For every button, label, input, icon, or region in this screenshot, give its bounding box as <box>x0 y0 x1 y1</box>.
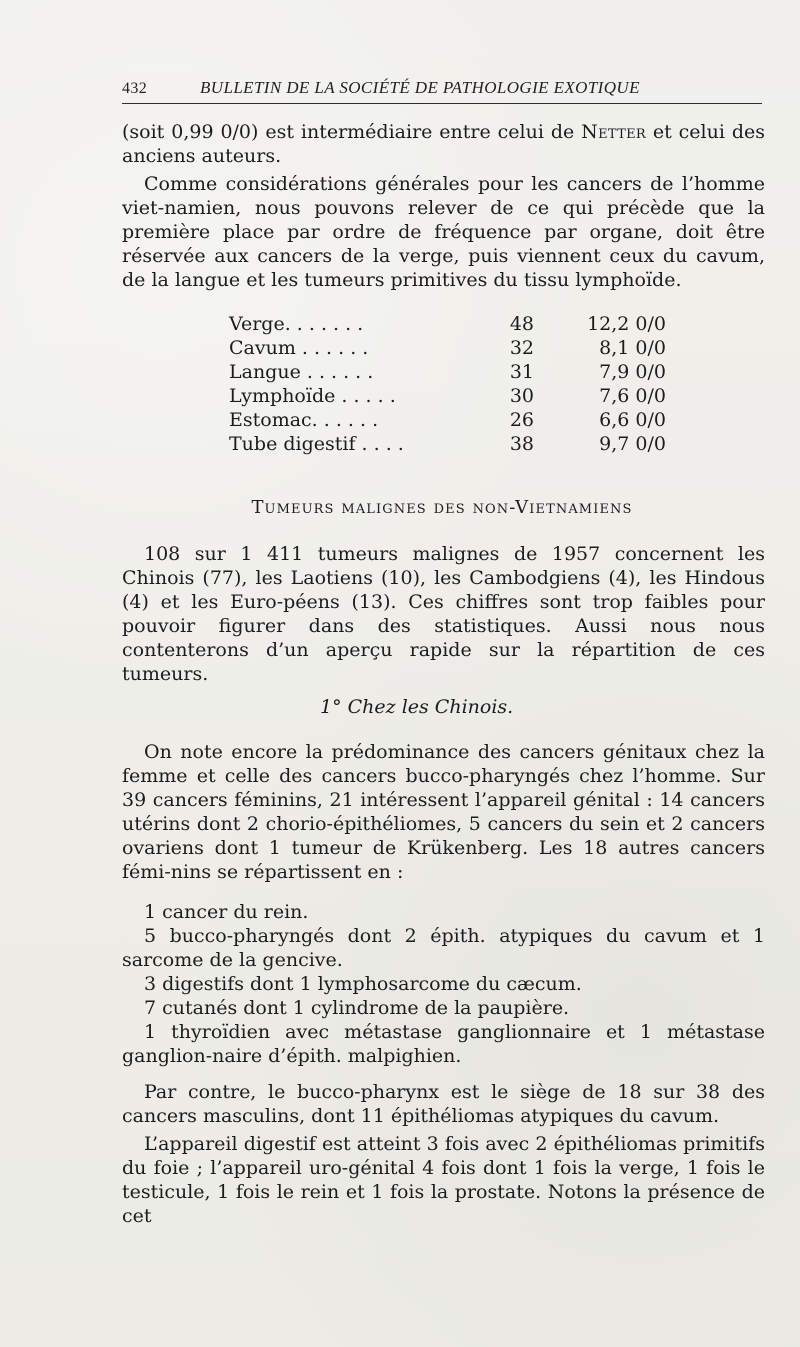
organ-label: Estomac. . . . . . <box>229 409 379 431</box>
list-item: 7 cutanés dont 1 cylindrome de la paupière. <box>144 997 570 1019</box>
female-cancer-list <box>122 900 765 1068</box>
organ-count: 48 <box>509 313 534 335</box>
list-item: 5 bucco-pharyngés dont 2 épith. atypiques du cavum et 1 sarcome de la gencive. <box>122 925 765 971</box>
running-header <box>122 76 762 102</box>
organ-count: 31 <box>509 361 534 383</box>
paragraph-male-bucco-pharynx: Par contre, le bucco-pharynx est le siège de 18 sur 38 des cancers masculins, dont 11 épithéliomas atypiques du cavum. <box>122 1081 765 1127</box>
organ-percent: 7,9 0/0 <box>599 361 666 383</box>
subheading-chinese: 1° Chez les Chinois. <box>320 696 514 718</box>
organ-label: Verge. . . . . . . <box>229 313 364 335</box>
organ-label: Lymphoïde . . . . . <box>229 385 396 407</box>
organ-percent: 8,1 0/0 <box>599 337 666 359</box>
table-row-verge <box>229 312 669 336</box>
organ-frequency-table <box>229 312 669 456</box>
organ-label: Cavum . . . . . . <box>229 337 369 359</box>
page-number: 432 <box>122 80 148 97</box>
table-row-tube-digestif <box>229 432 669 456</box>
paragraph-non-vietnamese-summary: 108 sur 1 411 tumeurs malignes de 1957 concernent les Chinois (77), les Laotiens (10), les Cambodgiens (4), les Hindous (4) et les Euro-péens (13). Ces chiffres sont trop faibles pour pouvoir figurer dans des statistiques. Aussi nous nous contenterons d’un aperçu rapide sur la répartition de ces tumeurs. <box>122 543 765 685</box>
organ-label: Tube digestif . . . . <box>229 433 404 455</box>
author-name-netter: Netter <box>581 121 646 143</box>
organ-percent: 6,6 0/0 <box>599 409 666 431</box>
paragraph-netter-after: et celui des anciens auteurs. <box>122 121 766 167</box>
table-row-lymphoide <box>229 384 669 408</box>
section-heading-non-vietnamese: Tumeurs malignes des non-Vietnamiens <box>251 497 633 518</box>
table-row-estomac <box>229 408 669 432</box>
paragraph-digestive-urogenital: L’appareil digestif est atteint 3 fois avec 2 épithéliomas primitifs du foie ; l’appareil uro-génital 4 fois dont 1 fois la verge, 1 fois le testicule, 1 fois le rein et 1 fois la prostate. Notons la présence de cet <box>122 1133 765 1227</box>
organ-count: 32 <box>509 337 534 359</box>
organ-label: Langue . . . . . . <box>229 361 374 383</box>
organ-percent: 9,7 0/0 <box>599 433 666 455</box>
journal-title: BULLETIN DE LA SOCIÉTÉ DE PATHOLOGIE EXOTIQUE <box>200 78 640 97</box>
organ-count: 26 <box>509 409 534 431</box>
paragraph-general-considerations: Comme considérations générales pour les cancers de l’homme viet-namien, nous pouvons relever de ce qui précède que la première place par ordre de fréquence par organe, doit être réservée aux cancers de la verge, puis viennent ceux du cavum, de la langue et les tumeurs primitives du tissu lymphoïde. <box>122 173 765 291</box>
paragraph-netter-before: (soit 0,99 0/0) est intermédiaire entre celui de <box>122 121 582 143</box>
paragraph-netter-comparison <box>122 120 765 168</box>
list-item: 1 thyroïdien avec métastase ganglionnaire et 1 métastase ganglion-naire d’épith. malpighien. <box>122 1021 765 1067</box>
table-row-cavum <box>229 336 669 360</box>
table-row-langue <box>229 360 669 384</box>
organ-percent: 12,2 0/0 <box>587 313 666 335</box>
organ-percent: 7,6 0/0 <box>599 385 666 407</box>
header-rule <box>122 103 762 104</box>
list-item: 1 cancer du rein. <box>144 901 309 923</box>
list-item: 3 digestifs dont 1 lymphosarcome du cæcum. <box>144 973 582 995</box>
organ-count: 30 <box>509 385 534 407</box>
paragraph-chinese-cancers: On note encore la prédominance des cancers génitaux chez la femme et celle des cancers bucco-pharyngés chez l’homme. Sur 39 cancers féminins, 21 intéressent l’appareil génital : 14 cancers utérins dont 2 chorio-épithéliomes, 5 cancers du sein et 2 cancers ovariens dont 1 tumeur de Krükenberg. Les 18 autres cancers fémi-nins se répartissent en : <box>122 741 765 883</box>
organ-count: 38 <box>509 433 534 455</box>
